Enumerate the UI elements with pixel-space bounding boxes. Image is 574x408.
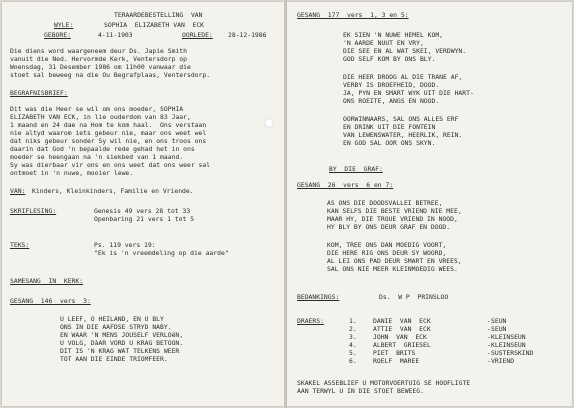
skriflesing-label: SKRIFLESING:	[10, 207, 57, 215]
draer-6-name: ROELF MAREE	[373, 357, 420, 365]
hymn-26-line-4: HY BLY BY ONS DEUR GRAF EN DOOD.	[327, 223, 451, 231]
skriflesing-line-2: Openbaring 21 vers 1 tot 5	[94, 215, 195, 223]
letter-line-7: moeder se heengaan na 'n siekbed van 1 maand.	[10, 153, 184, 161]
draer-2-no: 2.	[349, 325, 357, 333]
hymn-146-line-6: TOT AAN DIE EINDE TRIOMFEER.	[60, 355, 168, 363]
draer-dash-3: -	[487, 333, 491, 341]
hymn-177-line-11: VAN LEWENSWATER, HEERLIK, REIN.	[343, 131, 463, 139]
bedankings-label: BEDANKINGS:	[297, 293, 340, 301]
wyle-name: SOPHIA ELIZABETH VAN ECK	[104, 21, 205, 29]
gebore-date: 4-11-1903	[98, 31, 133, 39]
draer-3-relation: KLEINSEUN	[491, 333, 526, 341]
hymn-146-line-4: U VOLG, DàAR VORD U KRAG BETOON.	[60, 339, 184, 347]
draer-dash-6: -	[487, 357, 491, 365]
hymn-177-line-1: EK SIEN 'N NUWE HEMEL KOM,	[343, 31, 444, 39]
letter-line-4: nie altyd waarom iets gebeur nie, maar ons weet wel	[10, 129, 207, 137]
begrafnisbrief-label: BEGRAFNISBRIEF:	[10, 89, 68, 97]
draer-5-name: PIET BRITS	[373, 349, 416, 357]
bedankings-text: Ds. W P PRINSLOO	[379, 293, 449, 301]
closing-line-2: AAN TERWYL U IN DIE STOET BEWEEG.	[297, 387, 424, 395]
letter-line-6: daarin dat God 'n bepaalde rede gehad het in ons	[10, 145, 195, 153]
draers-label: DRAERS:	[297, 317, 324, 325]
wyle-label: WYLE:	[54, 21, 74, 29]
draer-1-relation: SEUN	[491, 317, 507, 325]
teks-label: TEKS:	[10, 241, 30, 249]
letter-line-9: ontmoet in 'n nuwe, mooier lewe.	[10, 169, 134, 177]
draer-4-relation: KLEINSEUN	[491, 341, 526, 349]
van-label: VAN:	[10, 187, 26, 195]
left-page	[2, 2, 284, 406]
hymn-26-line-8: SAL ONS NIE MEER KLEINMOEDIG WEES.	[327, 265, 458, 273]
hymn-26-line-7: AL LEI ONS PAD DEUR SMART EN VREES,	[327, 257, 462, 265]
teks-line-2: "Ek is 'n vreemdeling op die aarde"	[94, 249, 229, 257]
letter-line-1: Dit was die Heer se wil om ons moeder, SOPHIA	[10, 105, 184, 113]
service-line-4: stoet sal beweeg na die Ou Begrafplaas, Ventersdorp.	[10, 71, 211, 79]
draer-4-name: ALBERT GRIESEL	[373, 341, 431, 349]
draer-3-name: JOHN VAN ECK	[373, 333, 427, 341]
draer-6-relation: VRIEND	[491, 357, 515, 365]
letter-line-3: 1 maand en 24 dae na Hom te kom haal. Ons verstaan	[10, 121, 207, 129]
hymn-177-line-9: OORWINNAARS, SAL ONS ALLES ERF	[343, 115, 459, 123]
draer-1-no: 1.	[349, 317, 357, 325]
hymn-26-line-2: KAN SELFS DIE BESTE VRIEND NIE MEE,	[327, 207, 462, 215]
hymn-177-line-5: DIE HEER DROOG AL DIE TRANE AF,	[343, 73, 463, 81]
hymn-177-line-2: 'N AARDE NUUT EN VRY,	[343, 39, 424, 47]
hymn-177-line-4: GOD SELF KOM BY ONS BLY.	[343, 55, 436, 63]
draer-4-no: 4.	[349, 341, 357, 349]
service-line-1: Die diens word waargeneem deur Ds. Japie Smith	[10, 47, 187, 55]
hymn-26-line-5: KOM, TREE ONS DAN MOEDIG VOORT,	[327, 241, 447, 249]
hymn-177-line-3: DIE SEE EN AL WAT SKEI, VERDWYN.	[343, 47, 467, 55]
oorlede-label: OORLEDE:	[182, 31, 213, 39]
gesang-26-label: GESANG 26 vers 6 en 7:	[297, 181, 394, 189]
draer-dash-1: -	[487, 317, 491, 325]
punch-hole-left	[264, 118, 274, 128]
hymn-177-line-10: EN DRINK UIT DIE FONTEIN	[343, 123, 436, 131]
hymn-26-line-6: DIE HERE RIG ONS DEUR SY WOORD,	[327, 249, 447, 257]
letter-line-5: dat niks gebeur sonder Sy wil nie, en ons troos ons	[10, 137, 207, 145]
hymn-177-line-8: ONS ROEITE, ANGS EN NOOD.	[343, 97, 440, 105]
draer-6-no: 6.	[349, 357, 357, 365]
document-title: TERAARDEBESTELLING VAN	[114, 11, 203, 19]
samesang-label: SAMESANG IN KERK:	[10, 277, 84, 285]
hymn-177-line-7: JA, PYN EN SMART WYK UIT DIE HART-	[343, 89, 474, 97]
draer-dash-4: -	[487, 341, 491, 349]
oorlede-date: 28-12-1986	[228, 31, 267, 39]
hymn-146-line-2: ONS IN DIE AAFDSE STRYD NABY.	[60, 323, 172, 331]
gesang-146-label: GESANG 146 vers 3:	[10, 297, 91, 305]
hymn-26-line-3: MAAR HY, DIE TROUE VRIEND IN NOOD,	[327, 215, 458, 223]
van-text: Kinders, Kleinkinders, Familie en Vriende.	[32, 187, 194, 195]
closing-line-1: SKAKEL ASSEBLIEF U MOTORVOERTUIG SE HOOFLIGTE	[297, 379, 471, 387]
draer-5-relation: SUSTERSKIND	[491, 349, 534, 357]
teks-line-1: Ps. 119 vers 19:	[94, 241, 156, 249]
draer-1-name: DANIE VAN ECK	[373, 317, 431, 325]
letter-line-8: Sy was dierbaar vir ons en ons weet dat ons weer sal	[10, 161, 211, 169]
gebore-label: GEBORE:	[44, 31, 71, 39]
draer-dash-2: -	[487, 325, 491, 333]
hymn-177-line-6: VERBY IS DROEFHEID, DOOD.	[343, 81, 440, 89]
skriflesing-line-1: Genesis 49 vers 28 tot 33	[94, 207, 191, 215]
hymn-177-line-12: EN GOD SAL OOR ONS SKYN.	[343, 139, 436, 147]
draer-5-no: 5.	[349, 349, 357, 357]
by-die-graf-label: BY DIE GRAF:	[329, 165, 383, 173]
hymn-146-line-5: DIT IS 'N KRAG WAT TELKENS WEER	[60, 347, 180, 355]
letter-line-2: ELIZABETH VAN ECK, in lie ouderdom van 83 Jaar,	[10, 113, 191, 121]
draer-3-no: 3.	[349, 333, 357, 341]
service-line-3: Woensdag, 31 Desember 1986 om 11h00 vanwaar die	[10, 63, 191, 71]
hymn-146-line-1: U LEEF, O HEILAND, EN U BLY	[60, 315, 164, 323]
hymn-26-line-1: AS ONS DIE DOODSVALLEI BETREE,	[327, 199, 443, 207]
gesang-177-label: GESANG 177 vers 1, 3 en 5:	[297, 11, 409, 19]
right-page	[287, 2, 572, 406]
service-line-2: vanuit die Ned. Hervormde Kerk, Ventersdorp op	[10, 55, 187, 63]
draer-2-name: ATTIE VAN ECK	[373, 325, 431, 333]
hymn-146-line-3: EN WAAR 'N MENS JOUSELF VERLOëN,	[60, 331, 184, 339]
draer-dash-5: -	[487, 349, 491, 357]
draer-2-relation: SEUN	[491, 325, 507, 333]
